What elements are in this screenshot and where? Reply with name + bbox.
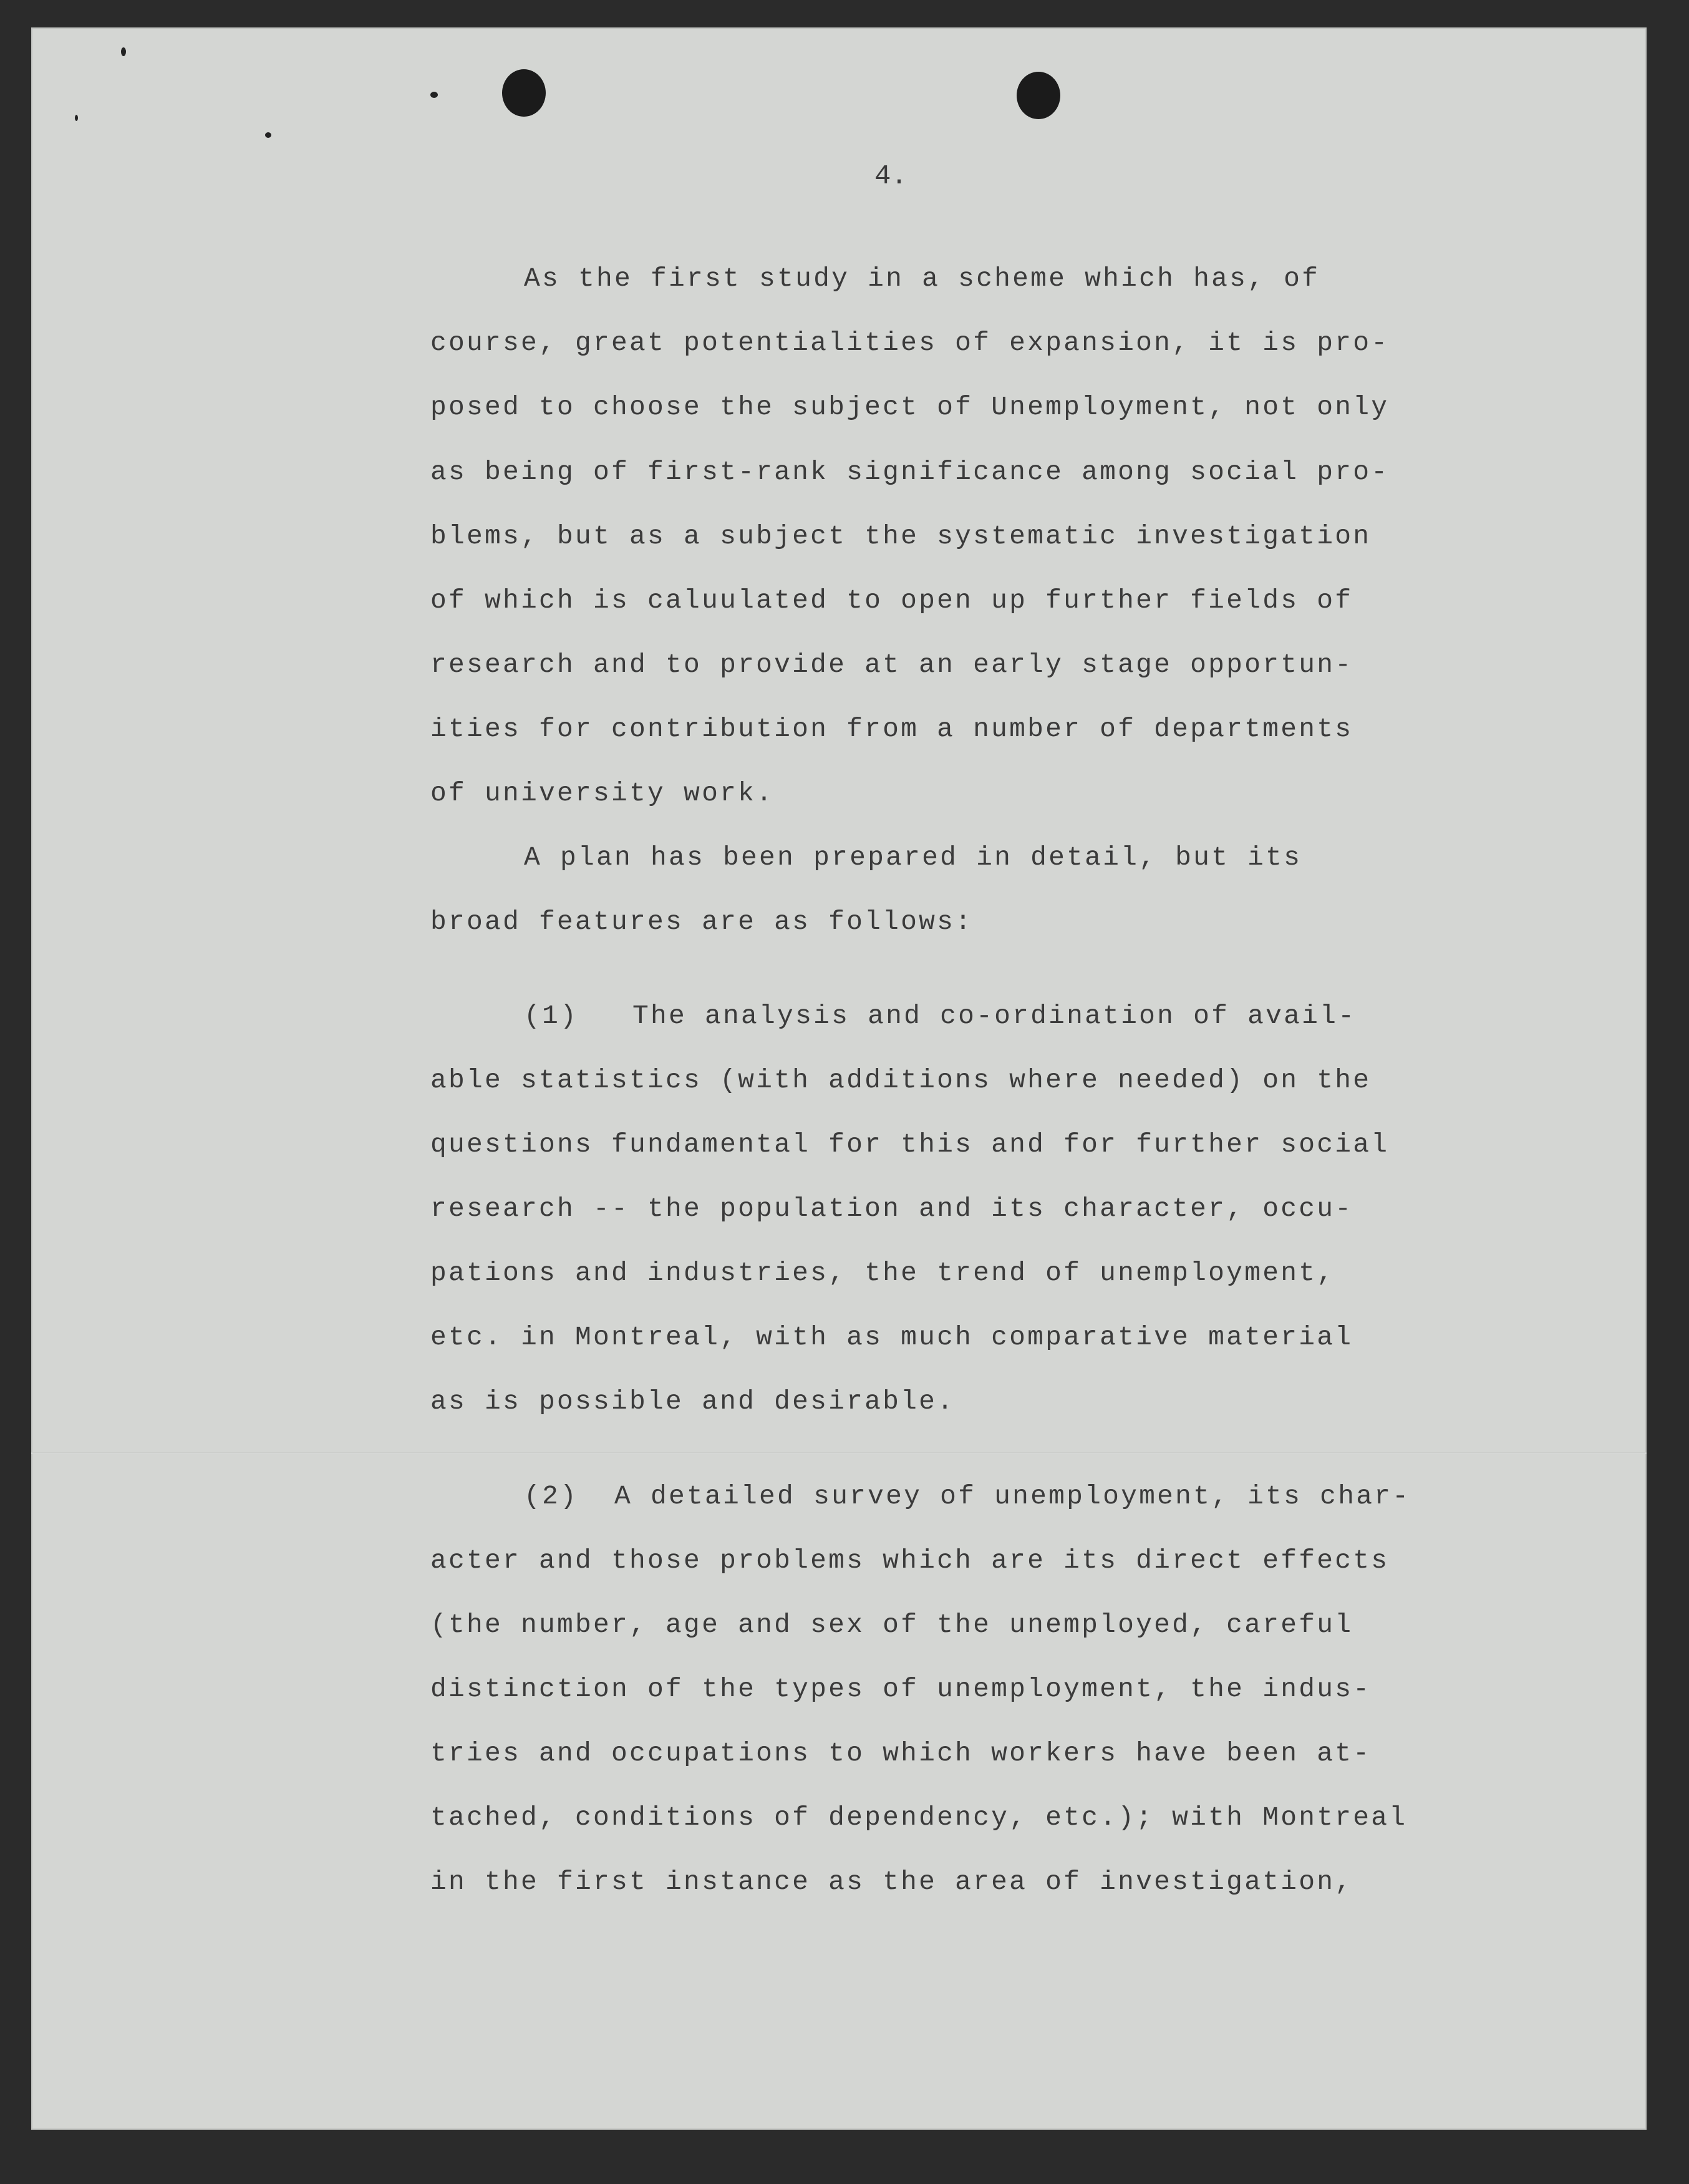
ink-speck — [430, 92, 438, 98]
text-line: blems, but as a subject the systematic investigation — [430, 521, 1372, 551]
text-line: course, great potentialities of expansion, it is pro- — [430, 328, 1390, 358]
punch-hole-left — [502, 69, 546, 117]
list-item-1-line: (1) The analysis and co-ordination of avail- — [524, 1001, 1357, 1031]
text-line: able statistics (with additions where needed) on the — [430, 1065, 1372, 1095]
ink-speck — [265, 132, 271, 138]
page-number: 4. — [874, 161, 907, 192]
ink-speck — [121, 47, 126, 56]
text-line: in the first instance as the area of investigation, — [430, 1866, 1353, 1897]
text-line: etc. in Montreal, with as much comparative material — [430, 1322, 1353, 1352]
text-line: tries and occupations to which workers have been at- — [430, 1738, 1372, 1769]
text-line: acter and those problems which are its direct effects — [430, 1545, 1390, 1576]
list-item-2-line: (2) A detailed survey of unemployment, its char- — [524, 1481, 1411, 1512]
text-line: as is possible and desirable. — [430, 1386, 956, 1417]
ink-speck — [75, 115, 78, 121]
paper-fold-line — [31, 1452, 1647, 1454]
text-line: research and to provide at an early stage opportun- — [430, 649, 1353, 680]
text-line: of university work. — [430, 778, 775, 808]
text-line: As the first study in a scheme which has, of — [524, 263, 1320, 294]
paper-sheet — [31, 27, 1647, 2130]
text-line: (the number, age and sex of the unemployed, careful — [430, 1609, 1353, 1640]
text-line: research -- the population and its character, occu- — [430, 1193, 1353, 1224]
punch-hole-right — [1017, 72, 1060, 119]
text-line: tached, conditions of dependency, etc.); with Montreal — [430, 1802, 1408, 1833]
text-line: of which is caluulated to open up further fields of — [430, 585, 1353, 616]
text-line: as being of first-rank significance among social pro- — [430, 457, 1390, 487]
text-line: posed to choose the subject of Unemployment, not only — [430, 392, 1390, 422]
text-line: A plan has been prepared in detail, but its — [524, 842, 1302, 873]
text-line: pations and industries, the trend of unemployment, — [430, 1258, 1335, 1288]
text-line: broad features are as follows: — [430, 906, 974, 937]
text-line: ities for contribution from a number of departments — [430, 714, 1353, 744]
text-line: distinction of the types of unemployment, the indus- — [430, 1674, 1372, 1704]
text-line: questions fundamental for this and for further social — [430, 1129, 1390, 1160]
